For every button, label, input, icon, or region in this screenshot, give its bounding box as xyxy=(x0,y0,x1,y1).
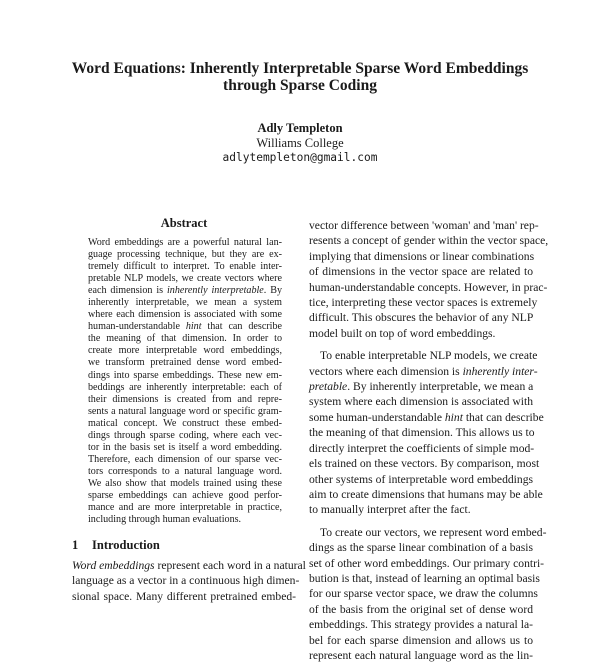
emphasis: hint xyxy=(444,410,463,424)
abstract-line: Word embeddings are a powerful natural lan- xyxy=(88,237,282,248)
body-line: tice, interpreting these vector spaces is extremely xyxy=(309,296,538,310)
body-line: set of other word embeddings. Our primary contri- xyxy=(309,556,545,570)
body-line: To enable interpretable NLP models, we create xyxy=(320,349,538,363)
text-run: represent each word in a natural xyxy=(154,559,306,572)
body-line: other systems of interpretable word embeddings xyxy=(309,472,533,486)
section-number: 1 xyxy=(72,538,79,552)
abstract-line: sparse embeddings can achieve good perfor- xyxy=(88,489,282,501)
abstract-line: pretable NLP models, we create vectors where xyxy=(88,273,282,285)
body-line: To create our vectors, we represent word embed- xyxy=(320,525,547,539)
body-line xyxy=(72,558,306,573)
body-line: sional space. Many different pretrained embed- xyxy=(72,589,296,603)
abstract-body xyxy=(88,237,282,526)
body-line: directly interpret the coefficients of simple mod- xyxy=(309,441,535,455)
abstract-line: dings into sparse embeddings. These new em- xyxy=(88,369,282,381)
body-line: dings as the sparse linear combination of a basis xyxy=(309,541,533,555)
abstract-line: We also show that models trained using these xyxy=(88,477,282,489)
body-line: the meaning of that dimension. This allows us to xyxy=(309,426,535,440)
body-line xyxy=(309,410,544,425)
body-line: to manually interpret after the fact. xyxy=(309,503,471,517)
abstract-line: including through human evaluations. xyxy=(88,514,242,526)
abstract-line: dings through sparse coding, where each vec- xyxy=(88,429,282,441)
body-line xyxy=(309,379,533,394)
body-line: for our sparse vector space, we draw the columns xyxy=(309,587,538,601)
body-line: bel for each sparse dimension and allows us to xyxy=(309,633,533,647)
abstract-line: where each dimension is associated with some xyxy=(88,309,282,321)
abstract-line: create more interpretable word embeddings, xyxy=(88,345,282,357)
abstract-line: tor in the basis set is itself a word embedding. xyxy=(88,441,282,453)
abstract-line: the meaning of that dimension. In order to xyxy=(88,333,282,345)
abstract-line: tors corresponds to a natural language word. xyxy=(88,465,282,477)
abstract-heading: Abstract xyxy=(160,216,208,230)
section-title: Introduction xyxy=(92,538,160,552)
emphasis: inherently inter- xyxy=(462,364,538,378)
emphasis: hint xyxy=(185,321,202,333)
abstract-line: beddings are inherently interpretable: each of xyxy=(88,381,282,393)
body-line: bution is that, instead of learning an optimal basis xyxy=(309,571,540,585)
text-run: each dimension is xyxy=(88,285,167,297)
abstract-line: mance and are more interpretable in practice, xyxy=(88,502,282,514)
paragraph xyxy=(309,348,544,517)
body-line xyxy=(309,364,538,379)
section-heading-introduction xyxy=(72,538,160,553)
body-line: model built on top of word embeddings. xyxy=(309,326,496,340)
author-affiliation: Williams College xyxy=(256,136,344,150)
body-line: represent each natural language word as the lin- xyxy=(309,648,533,662)
abstract-line: matical concept. We construct these embed- xyxy=(88,417,282,429)
body-line: els trained on these vectors. By comparison, most xyxy=(309,457,540,471)
author-name: Adly Templeton xyxy=(257,121,343,135)
body-line: of the basis from the original set of dense word xyxy=(309,602,533,616)
text-run: human-understandable xyxy=(88,321,186,333)
body-line: aim to create dimensions that humans may be able xyxy=(309,487,543,501)
text-run: that can describe xyxy=(462,410,544,424)
body-line: language as a vector in a continuous high dimen- xyxy=(72,574,300,588)
text-run: that can describe xyxy=(201,321,282,333)
emphasis: Word embeddings xyxy=(72,559,155,572)
paragraph xyxy=(309,525,547,663)
text-run: vectors where each dimension is xyxy=(309,364,463,378)
abstract-line: tremely difficult to interpret. To enable inter- xyxy=(88,261,282,273)
body-line: resents a concept of gender within the vector space, xyxy=(309,234,549,248)
title-line: Word Equations: Inherently Interpretable Sparse Word Embeddings xyxy=(71,60,529,77)
right-column xyxy=(309,218,549,663)
text-run: some human-understandable xyxy=(309,410,445,424)
abstract-line xyxy=(88,285,282,297)
abstract-line: their dimensions is created from and repre- xyxy=(88,393,282,405)
emphasis: pretable xyxy=(309,380,348,394)
abstract-line: Therefore, each dimension of our sparse vec- xyxy=(88,453,282,465)
abstract-line xyxy=(88,321,282,333)
body-line: system where each dimension is associated with xyxy=(309,395,533,409)
body-line: human-understandable concepts. However, in prac- xyxy=(309,280,548,294)
abstract-line: guage processing technique, but they are ex- xyxy=(88,249,282,261)
title-line: through Sparse Coding xyxy=(223,77,377,94)
text-run: . By xyxy=(263,285,282,297)
abstract-line: we transform pretrained dense word embed- xyxy=(88,357,282,369)
body-line: difficult. This obscures the behavior of any NLP xyxy=(309,311,534,325)
text-run: . By inherently interpretable, we mean a xyxy=(347,380,534,394)
body-line: vector difference between 'woman' and 'man' rep- xyxy=(309,219,539,232)
emphasis: inherently interpretable xyxy=(167,285,264,297)
abstract-line: inherently interpretable, we mean a system xyxy=(88,297,282,309)
body-line: implying that dimensions or linear combinations xyxy=(309,249,535,263)
body-line: embeddings. This strategy provides a natural la- xyxy=(309,618,533,632)
paragraph xyxy=(309,218,549,341)
abstract-line: sents a natural language word or specific gram- xyxy=(88,405,282,417)
introduction-body xyxy=(72,558,306,604)
body-line: of dimensions in the vector space are related to xyxy=(309,265,533,279)
paper-title xyxy=(0,60,600,94)
author-email: adlytempleton@gmail.com xyxy=(222,151,378,164)
